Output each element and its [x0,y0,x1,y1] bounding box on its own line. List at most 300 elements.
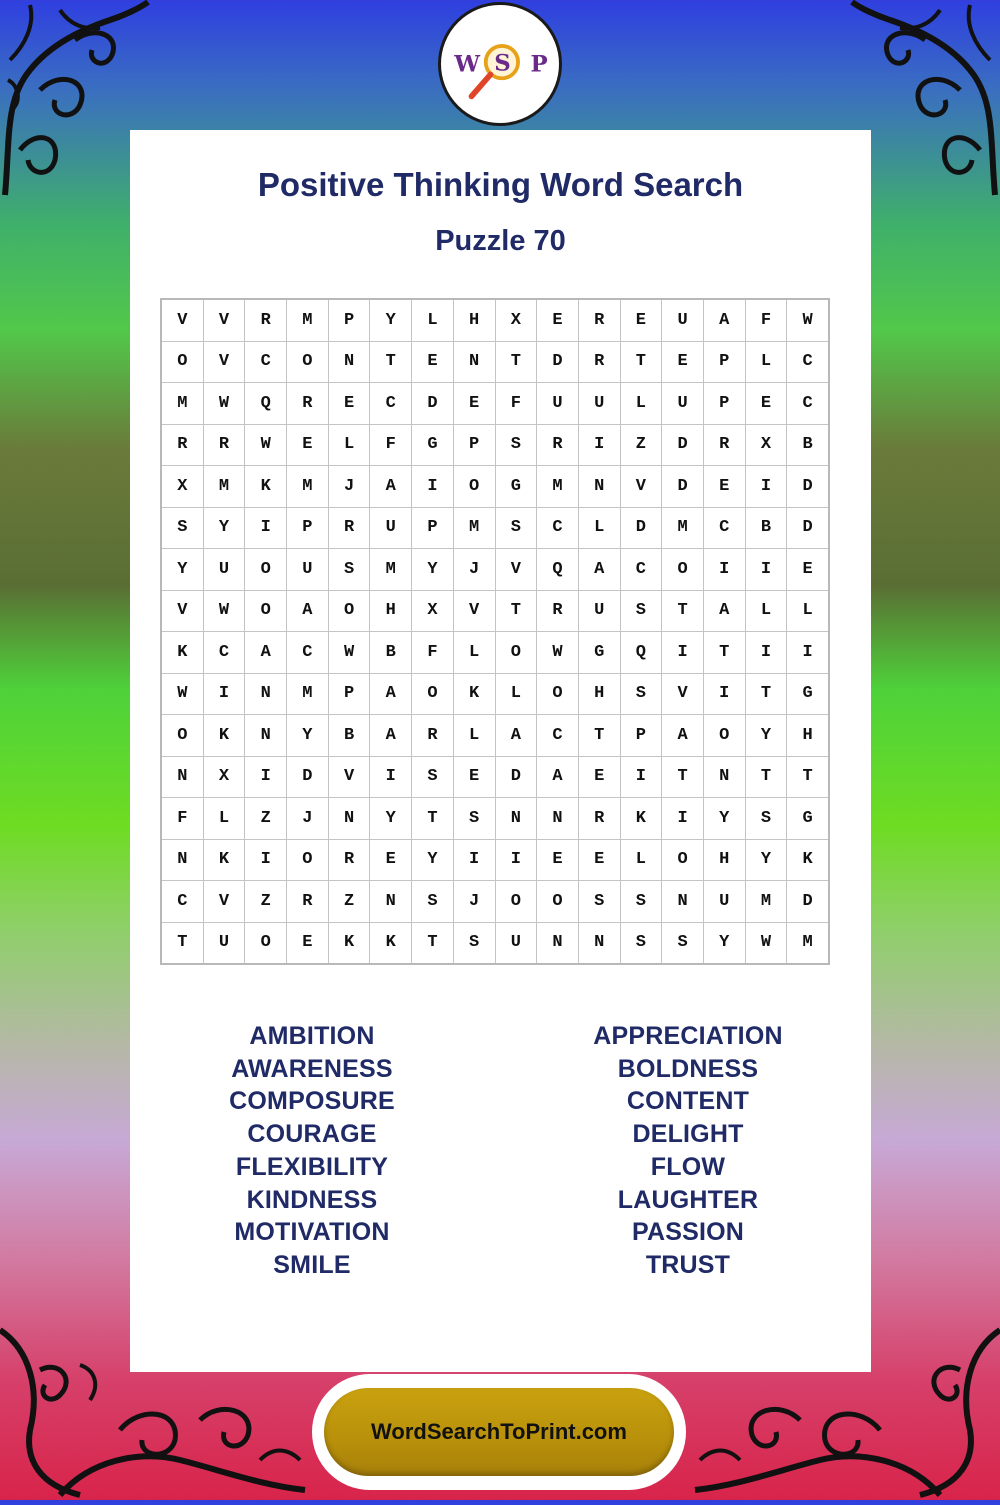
grid-cell[interactable]: O [453,466,495,508]
grid-cell[interactable]: N [537,922,579,964]
grid-cell[interactable]: M [287,673,329,715]
grid-cell[interactable]: N [453,341,495,383]
word-list-item: AWARENESS [231,1054,393,1083]
grid-cell[interactable]: S [578,881,620,923]
grid-cell[interactable]: A [495,715,537,757]
grid-cell[interactable]: V [495,549,537,591]
grid-row [161,299,829,341]
grid-cell[interactable]: R [578,341,620,383]
grid-cell[interactable]: T [412,798,454,840]
grid-cell[interactable]: P [287,507,329,549]
grid-cell[interactable]: F [370,424,412,466]
grid-cell[interactable]: T [495,341,537,383]
grid-cell[interactable]: C [537,715,579,757]
grid-cell[interactable]: S [453,922,495,964]
grid-cell[interactable]: H [453,299,495,341]
grid-cell[interactable]: L [412,299,454,341]
grid-cell[interactable]: K [203,839,245,881]
grid-cell[interactable]: I [787,632,829,674]
grid-cell[interactable]: V [453,590,495,632]
grid-cell[interactable]: U [287,549,329,591]
grid-cell[interactable]: K [787,839,829,881]
grid-cell[interactable]: S [412,881,454,923]
grid-row [161,798,829,840]
grid-cell[interactable]: A [578,549,620,591]
grid-cell[interactable]: N [328,341,370,383]
grid-cell[interactable]: L [453,715,495,757]
grid-cell[interactable]: N [161,756,203,798]
word-list-item: FLOW [650,1152,726,1181]
grid-cell[interactable]: E [578,756,620,798]
grid-cell[interactable]: W [537,632,579,674]
grid-cell[interactable]: S [620,673,662,715]
grid-cell[interactable]: Z [620,424,662,466]
grid-cell[interactable]: N [245,673,287,715]
grid-cell[interactable]: C [787,341,829,383]
grid-cell[interactable]: C [537,507,579,549]
wsp-logo[interactable] [438,2,562,126]
grid-cell[interactable]: Y [287,715,329,757]
grid-cell[interactable]: O [662,549,704,591]
word-list-right [528,1020,848,1282]
grid-cell[interactable]: J [453,881,495,923]
grid-cell[interactable]: D [537,341,579,383]
grid-cell[interactable]: T [662,756,704,798]
grid-cell[interactable]: O [537,673,579,715]
grid-cell[interactable]: L [495,673,537,715]
grid-cell[interactable]: H [787,715,829,757]
grid-cell[interactable]: D [412,383,454,425]
grid-cell[interactable]: O [703,715,745,757]
grid-cell[interactable]: E [328,383,370,425]
word-list-item: BOLDNESS [617,1054,759,1083]
word-list-item: MOTIVATION [234,1218,390,1247]
grid-cell[interactable]: Z [245,881,287,923]
grid-cell[interactable]: N [161,839,203,881]
grid-cell[interactable]: Y [161,549,203,591]
grid-cell[interactable]: Y [703,798,745,840]
logo-letter-s: S [494,50,511,77]
grid-cell[interactable]: R [328,507,370,549]
grid-cell[interactable]: X [161,466,203,508]
grid-cell[interactable]: C [703,507,745,549]
grid-cell[interactable]: V [203,341,245,383]
grid-cell[interactable]: I [453,839,495,881]
grid-cell[interactable]: E [662,341,704,383]
grid-cell[interactable]: H [578,673,620,715]
grid-cell[interactable]: S [620,881,662,923]
grid-cell[interactable]: E [703,466,745,508]
grid-cell[interactable]: C [161,881,203,923]
grid-cell[interactable]: P [620,715,662,757]
grid-cell[interactable]: D [787,466,829,508]
grid-cell[interactable]: Y [745,715,787,757]
grid-cell[interactable]: P [453,424,495,466]
grid-cell[interactable]: Q [620,632,662,674]
grid-cell[interactable]: S [495,424,537,466]
ornament-top-left [0,0,150,200]
grid-cell[interactable]: O [287,839,329,881]
grid-cell[interactable]: R [328,839,370,881]
grid-cell[interactable]: L [745,341,787,383]
grid-cell[interactable]: V [203,299,245,341]
grid-cell[interactable]: T [787,756,829,798]
grid-cell[interactable]: M [662,507,704,549]
word-list-item: FLEXIBILITY [235,1152,389,1181]
grid-row [161,466,829,508]
site-link-button[interactable]: WordSearchToPrint.com [324,1388,674,1476]
grid-cell[interactable]: D [620,507,662,549]
grid-cell[interactable]: V [662,673,704,715]
grid-cell[interactable]: O [662,839,704,881]
grid-cell[interactable]: D [662,466,704,508]
grid-cell[interactable]: N [370,881,412,923]
grid-row [161,715,829,757]
grid-cell[interactable]: E [412,341,454,383]
grid-cell[interactable]: C [287,632,329,674]
grid-cell[interactable]: E [787,549,829,591]
grid-cell[interactable]: U [578,590,620,632]
grid-cell[interactable]: R [537,424,579,466]
grid-cell[interactable]: K [245,466,287,508]
grid-cell[interactable]: X [203,756,245,798]
grid-cell[interactable]: L [787,590,829,632]
grid-cell[interactable]: W [787,299,829,341]
grid-cell[interactable]: J [287,798,329,840]
grid-cell[interactable]: M [453,507,495,549]
grid-cell[interactable]: I [662,632,704,674]
grid-cell[interactable]: T [495,590,537,632]
grid-cell[interactable]: M [787,922,829,964]
grid-cell[interactable]: I [495,839,537,881]
grid-row [161,549,829,591]
page-title: Positive Thinking Word Search [257,166,744,203]
grid-cell[interactable]: N [245,715,287,757]
grid-cell[interactable]: N [662,881,704,923]
grid-cell[interactable]: O [245,922,287,964]
grid-cell[interactable]: G [578,632,620,674]
grid-cell[interactable]: R [203,424,245,466]
grid-cell[interactable]: K [620,798,662,840]
grid-cell[interactable]: E [537,839,579,881]
grid-cell[interactable]: F [745,299,787,341]
grid-cell[interactable]: N [537,798,579,840]
grid-cell[interactable]: S [745,798,787,840]
grid-cell[interactable]: U [662,383,704,425]
grid-cell[interactable]: W [245,424,287,466]
grid-cell[interactable]: O [287,341,329,383]
grid-cell[interactable]: E [745,383,787,425]
word-list-item: COMPOSURE [229,1087,395,1116]
grid-cell[interactable]: F [495,383,537,425]
grid-cell[interactable]: W [203,383,245,425]
grid-cell[interactable]: J [453,549,495,591]
grid-cell[interactable]: U [203,549,245,591]
grid-cell[interactable]: O [161,715,203,757]
grid-cell[interactable]: I [370,756,412,798]
grid-cell[interactable]: S [620,590,662,632]
grid-cell[interactable]: R [287,383,329,425]
grid-cell[interactable]: Y [412,839,454,881]
grid-cell[interactable]: P [412,507,454,549]
grid-cell[interactable]: X [495,299,537,341]
word-list [130,1020,871,1290]
grid-cell[interactable]: R [287,881,329,923]
grid-cell[interactable]: Z [328,881,370,923]
grid-cell[interactable]: U [703,881,745,923]
logo-letter-p: P [530,51,548,78]
grid-cell[interactable]: I [245,507,287,549]
grid-row [161,632,829,674]
word-list-item: DELIGHT [632,1120,744,1149]
word-list-item: COURAGE [247,1120,377,1149]
grid-cell[interactable]: D [787,881,829,923]
grid-cell[interactable]: C [245,341,287,383]
grid-cell[interactable]: I [745,466,787,508]
grid-cell[interactable]: I [703,673,745,715]
grid-cell[interactable]: A [537,756,579,798]
grid-cell[interactable]: O [161,341,203,383]
grid-cell[interactable]: U [537,383,579,425]
grid-cell[interactable]: O [495,881,537,923]
grid-cell[interactable]: U [662,299,704,341]
grid-cell[interactable]: I [745,632,787,674]
grid-row [161,341,829,383]
grid-cell[interactable]: M [370,549,412,591]
grid-cell[interactable]: E [287,922,329,964]
grid-cell[interactable]: C [203,632,245,674]
grid-cell[interactable]: M [287,466,329,508]
grid-cell[interactable]: O [245,590,287,632]
grid-cell[interactable]: V [620,466,662,508]
grid-cell[interactable]: K [328,922,370,964]
grid-cell[interactable]: T [745,756,787,798]
grid-cell[interactable]: N [495,798,537,840]
grid-cell[interactable]: I [745,549,787,591]
grid-cell[interactable]: G [412,424,454,466]
grid-cell[interactable]: S [620,922,662,964]
puzzle-card [130,130,871,1372]
grid-cell[interactable]: S [495,507,537,549]
grid-cell[interactable]: I [620,756,662,798]
grid-cell[interactable]: I [662,798,704,840]
grid-cell[interactable]: V [203,881,245,923]
grid-cell[interactable]: I [412,466,454,508]
word-list-item: PASSION [631,1218,745,1247]
grid-cell[interactable]: T [370,341,412,383]
grid-row [161,839,829,881]
grid-cell[interactable]: A [287,590,329,632]
grid-cell[interactable]: N [328,798,370,840]
grid-cell[interactable]: E [453,383,495,425]
grid-cell[interactable]: D [787,507,829,549]
grid-row [161,673,829,715]
grid-cell[interactable]: F [161,798,203,840]
letter-grid[interactable] [160,298,830,965]
grid-cell[interactable]: E [620,299,662,341]
grid-row [161,756,829,798]
grid-cell[interactable]: Q [537,549,579,591]
grid-cell[interactable]: B [745,507,787,549]
grid-cell[interactable]: Y [745,839,787,881]
grid-cell[interactable]: M [161,383,203,425]
grid-cell[interactable]: E [287,424,329,466]
grid-cell[interactable]: Y [412,549,454,591]
grid-cell[interactable]: M [745,881,787,923]
grid-cell[interactable]: O [245,549,287,591]
grid-cell[interactable]: G [787,673,829,715]
grid-cell[interactable]: S [453,798,495,840]
grid-cell[interactable]: K [453,673,495,715]
grid-cell[interactable]: B [370,632,412,674]
grid-cell[interactable]: L [620,839,662,881]
grid-cell[interactable]: T [412,922,454,964]
grid-cell[interactable]: P [703,383,745,425]
grid-cell[interactable]: B [787,424,829,466]
grid-cell[interactable]: S [161,507,203,549]
grid-cell[interactable]: O [412,673,454,715]
grid-cell[interactable]: O [495,632,537,674]
grid-cell[interactable]: U [578,383,620,425]
grid-cell[interactable]: R [412,715,454,757]
grid-row [161,383,829,425]
grid-cell[interactable]: X [745,424,787,466]
grid-cell[interactable]: L [203,798,245,840]
grid-cell[interactable]: M [203,466,245,508]
grid-cell[interactable]: L [328,424,370,466]
grid-row [161,590,829,632]
grid-cell[interactable]: V [161,590,203,632]
grid-cell[interactable]: V [328,756,370,798]
grid-cell[interactable]: T [662,590,704,632]
grid-cell[interactable]: R [161,424,203,466]
word-list-item: APPRECIATION [593,1022,783,1050]
grid-cell[interactable]: U [203,922,245,964]
grid-cell[interactable]: Y [703,922,745,964]
grid-cell[interactable]: R [537,590,579,632]
grid-cell[interactable]: T [620,341,662,383]
grid-cell[interactable]: Q [245,383,287,425]
grid-cell[interactable]: H [703,839,745,881]
grid-cell[interactable]: D [662,424,704,466]
grid-cell[interactable]: W [203,590,245,632]
grid-cell[interactable]: W [161,673,203,715]
grid-cell[interactable]: F [412,632,454,674]
grid-cell[interactable]: N [578,466,620,508]
grid-cell[interactable]: L [620,383,662,425]
grid-cell[interactable]: R [245,299,287,341]
grid-cell[interactable]: X [412,590,454,632]
grid-cell[interactable]: S [412,756,454,798]
grid-cell[interactable]: K [161,632,203,674]
grid-cell[interactable]: Z [245,798,287,840]
grid-cell[interactable]: R [578,299,620,341]
grid-cell[interactable]: R [703,424,745,466]
grid-cell[interactable]: E [370,839,412,881]
grid-cell[interactable]: I [203,673,245,715]
grid-cell[interactable]: J [328,466,370,508]
grid-cell[interactable]: U [495,922,537,964]
grid-cell[interactable]: N [703,756,745,798]
grid-cell[interactable]: H [370,590,412,632]
grid-cell[interactable]: O [537,881,579,923]
grid-cell[interactable]: I [703,549,745,591]
grid-row [161,922,829,964]
grid-cell[interactable]: O [328,590,370,632]
grid-cell[interactable]: N [578,922,620,964]
grid-cell[interactable]: L [578,507,620,549]
grid-cell[interactable]: Y [203,507,245,549]
grid-cell[interactable]: L [745,590,787,632]
grid-cell[interactable]: A [703,590,745,632]
grid-cell[interactable]: M [537,466,579,508]
grid-cell[interactable]: W [328,632,370,674]
word-list-item: CONTENT [626,1087,750,1116]
grid-cell[interactable]: Y [370,798,412,840]
ornament-top-right [850,0,1000,200]
grid-cell[interactable]: A [245,632,287,674]
grid-cell[interactable]: K [370,922,412,964]
grid-cell[interactable]: I [578,424,620,466]
grid-cell[interactable]: M [287,299,329,341]
grid-cell[interactable]: A [370,466,412,508]
grid-cell[interactable]: T [161,922,203,964]
word-list-left [152,1020,472,1282]
grid-cell[interactable]: P [328,299,370,341]
grid-cell[interactable]: I [245,756,287,798]
grid-cell[interactable]: C [620,549,662,591]
grid-cell[interactable]: W [745,922,787,964]
grid-cell[interactable]: S [328,549,370,591]
logo-letter-w: W [454,51,480,78]
grid-cell[interactable]: T [703,632,745,674]
grid-cell[interactable]: U [370,507,412,549]
word-list-item: KINDNESS [246,1185,378,1214]
grid-cell[interactable]: S [662,922,704,964]
puzzle-number: Puzzle 70 [435,225,566,257]
grid-cell[interactable]: D [495,756,537,798]
grid-cell[interactable]: B [328,715,370,757]
grid-cell[interactable]: D [287,756,329,798]
grid-cell[interactable]: K [203,715,245,757]
grid-cell[interactable]: P [703,341,745,383]
grid-cell[interactable]: V [161,299,203,341]
word-list-item: TRUST [645,1250,731,1279]
grid-cell[interactable]: A [662,715,704,757]
grid-cell[interactable]: G [787,798,829,840]
grid-cell[interactable]: L [453,632,495,674]
word-list-item: AMBITION [249,1022,375,1050]
grid-cell[interactable]: E [578,839,620,881]
grid-cell[interactable]: A [370,673,412,715]
grid-cell[interactable]: T [745,673,787,715]
grid-cell[interactable]: E [453,756,495,798]
site-badge [312,1374,686,1490]
grid-row [161,881,829,923]
grid-cell[interactable]: A [370,715,412,757]
grid-cell[interactable]: C [370,383,412,425]
grid-cell[interactable]: R [578,798,620,840]
grid-cell[interactable]: G [495,466,537,508]
grid-cell[interactable]: T [578,715,620,757]
grid-cell[interactable]: Y [370,299,412,341]
grid-cell[interactable]: E [537,299,579,341]
grid-cell[interactable]: C [787,383,829,425]
grid-cell[interactable]: I [245,839,287,881]
grid-cell[interactable]: P [328,673,370,715]
grid-cell[interactable]: A [703,299,745,341]
word-list-item: LAUGHTER [617,1185,759,1214]
